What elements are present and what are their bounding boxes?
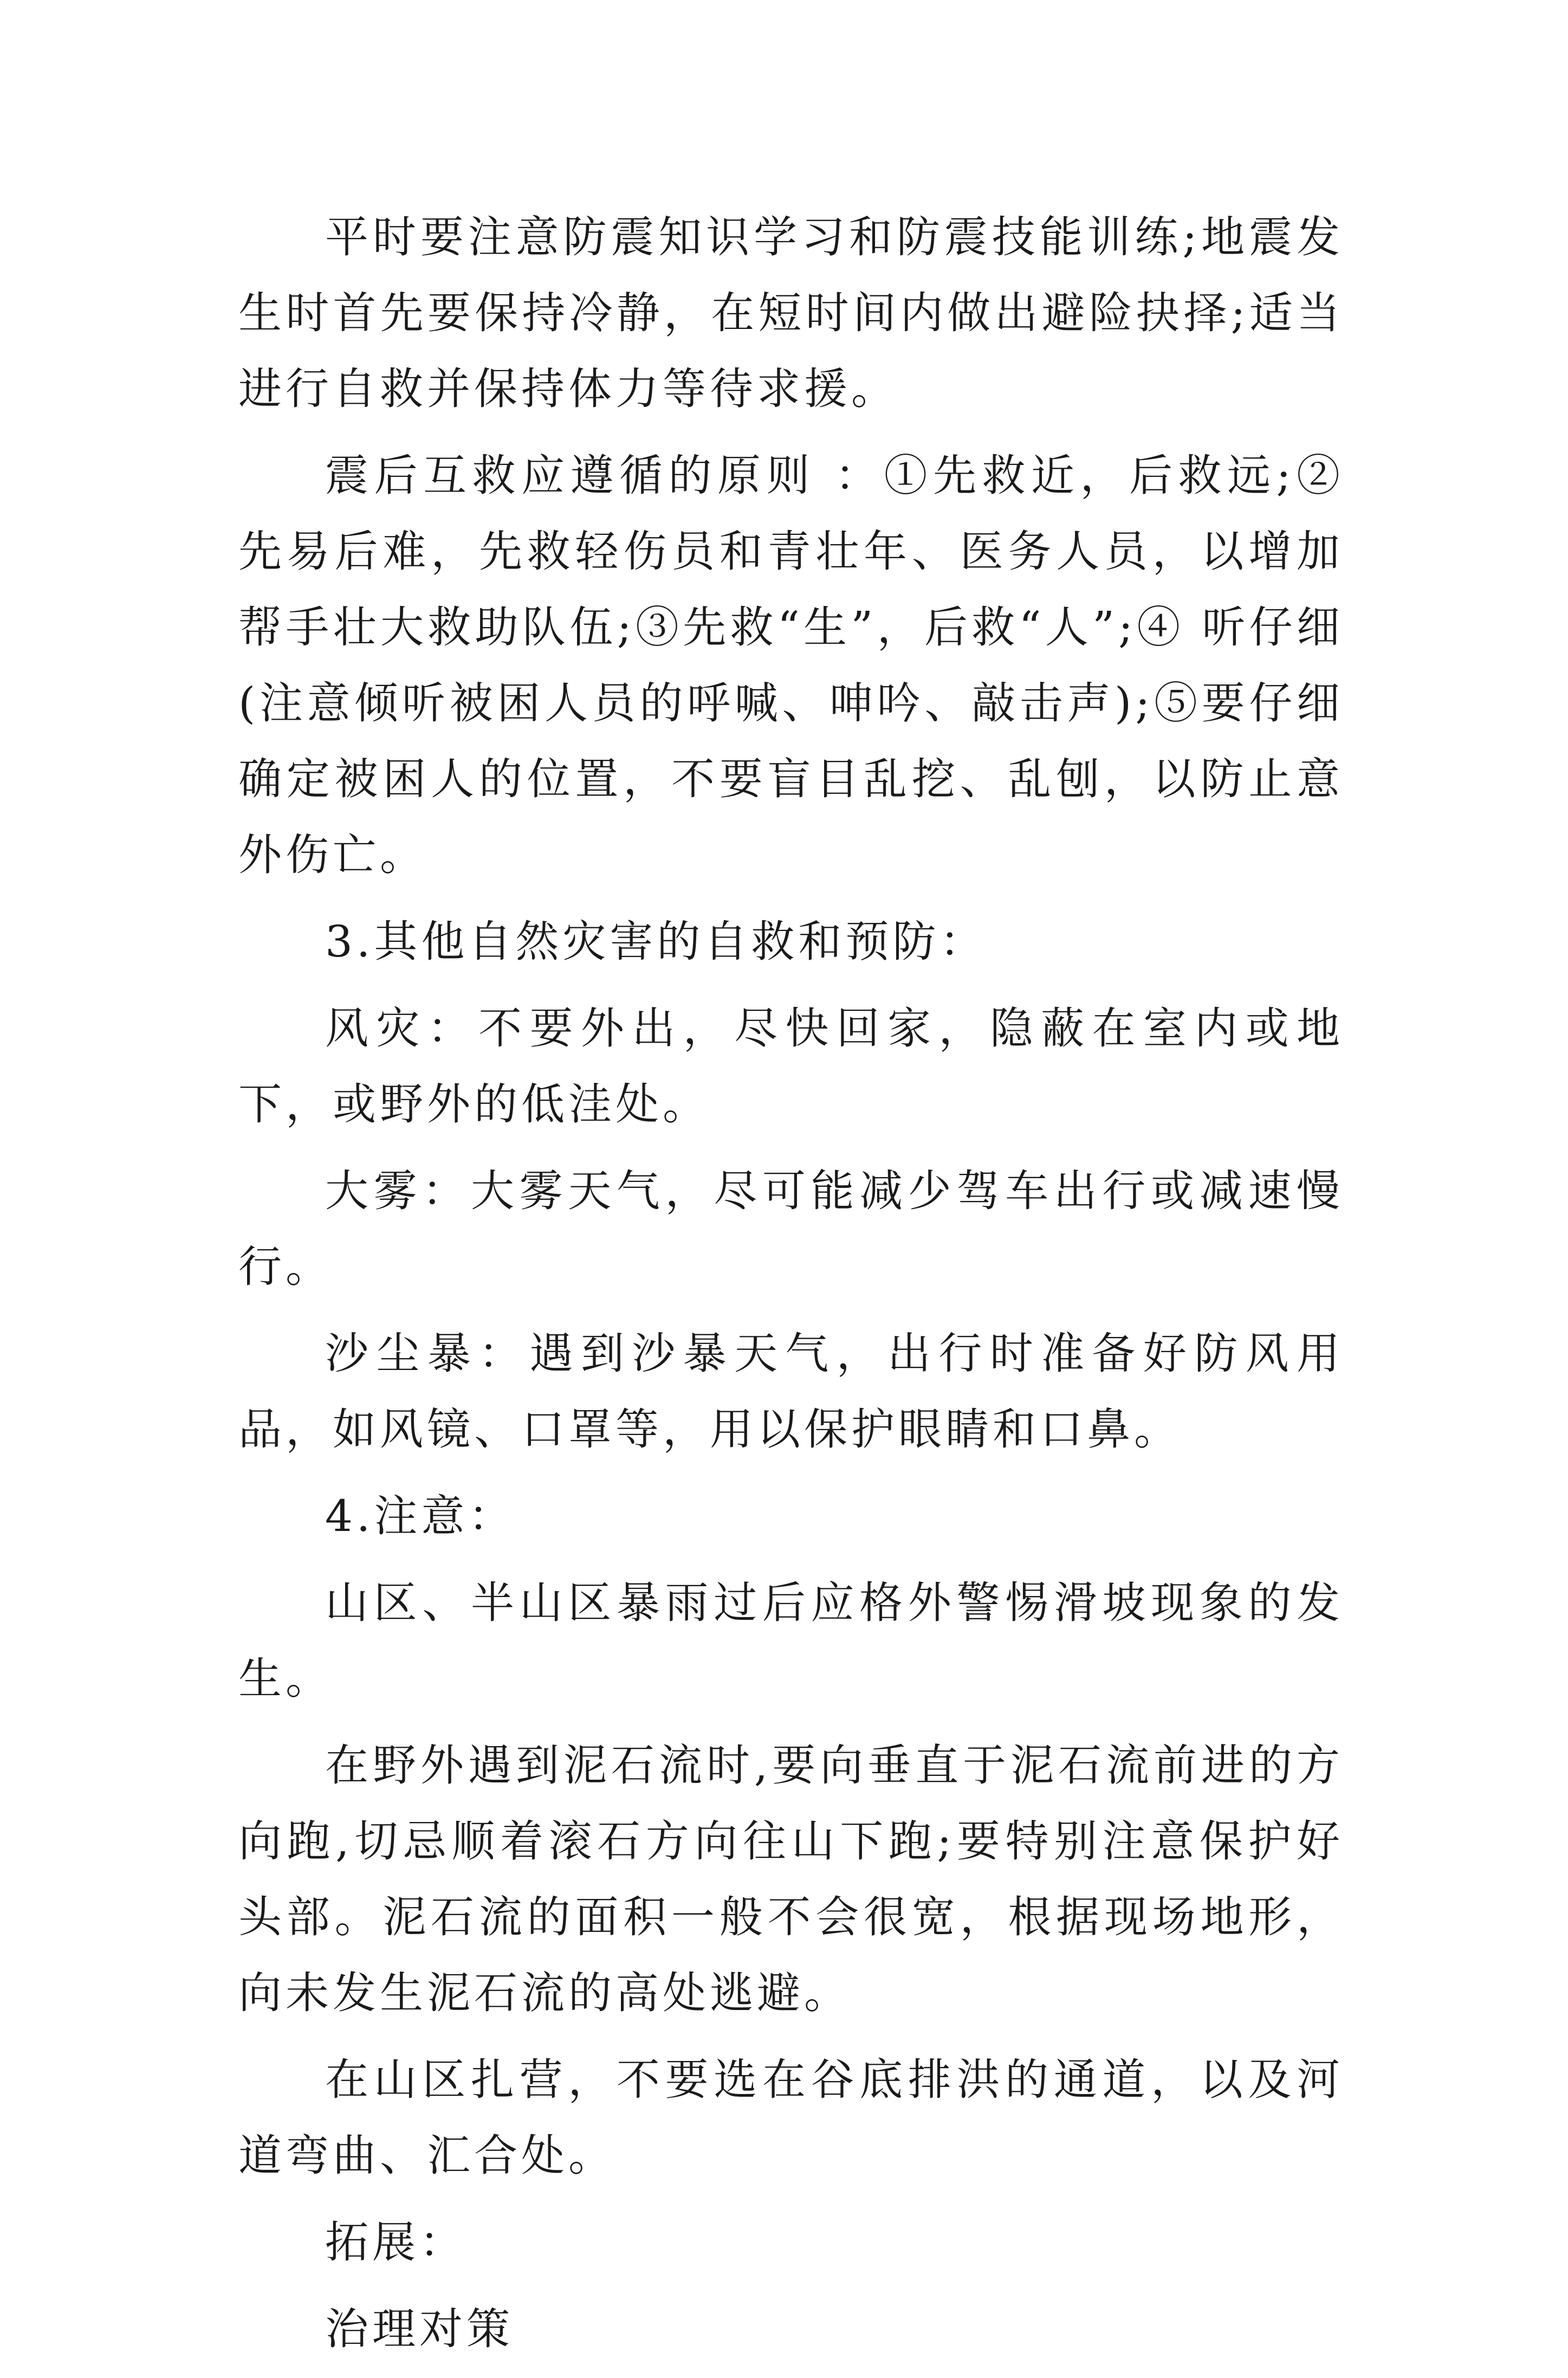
section-heading-other-disasters: 3.其他自然灾害的自救和预防：	[325, 916, 987, 967]
paragraph-mudslide-escape: 在野外遇到泥石流时,要向垂直于泥石流前进的方向跑,切忌顺着滚石方向往山下跑;要特别注意保护好头部。泥石流的面积一般不会很宽，根据现场地形，向未发生泥石流的高处逃避。	[238, 1740, 1344, 2018]
paragraph-landslide-warning: 山区、半山区暴雨过后应格外警惕滑坡现象的发生。	[238, 1578, 1344, 1704]
section-heading-countermeasures: 治理对策	[325, 2304, 514, 2354]
document-body	[238, 199, 1344, 2378]
paragraph-camping-advice: 在山区扎营，不要选在谷底排洪的通道，以及河道弯曲、汇合处。	[238, 2054, 1344, 2181]
paragraph-earthquake-preparedness: 平时要注意防震知识学习和防震技能训练;地震发生时首先要保持冷静，在短时间内做出避险抉择;适当进行自救并保持体力等待求援。	[238, 212, 1344, 414]
section-heading-extension: 拓展：	[325, 2217, 466, 2267]
paragraph-sandstorm: 沙尘暴：遇到沙暴天气，出行时准备好防风用品，如风镜、口罩等，用以保护眼睛和口鼻。	[238, 1328, 1344, 1455]
paragraph-heavy-fog: 大雾：大雾天气，尽可能减少驾车出行或减速慢行。	[238, 1166, 1344, 1292]
section-heading-notes: 4.注意：	[325, 1491, 516, 1541]
paragraph-wind-disaster: 风灾：不要外出，尽快回家，隐蔽在室内或地下，或野外的低洼处。	[238, 1003, 1344, 1129]
paragraph-rescue-principles: 震后互救应遵循的原则 ：①先救近，后救远;②先易后难，先救轻伤员和青壮年、医务人员，以增加帮手壮大救助队伍;③先救“生”，后救“人”;④ 听仔细(注意倾听被困人员的呼喊、呻吟、敲击声);⑤要仔细确定被困人的位置，不要盲目乱挖、乱刨，以防止意外伤亡。	[238, 450, 1344, 880]
